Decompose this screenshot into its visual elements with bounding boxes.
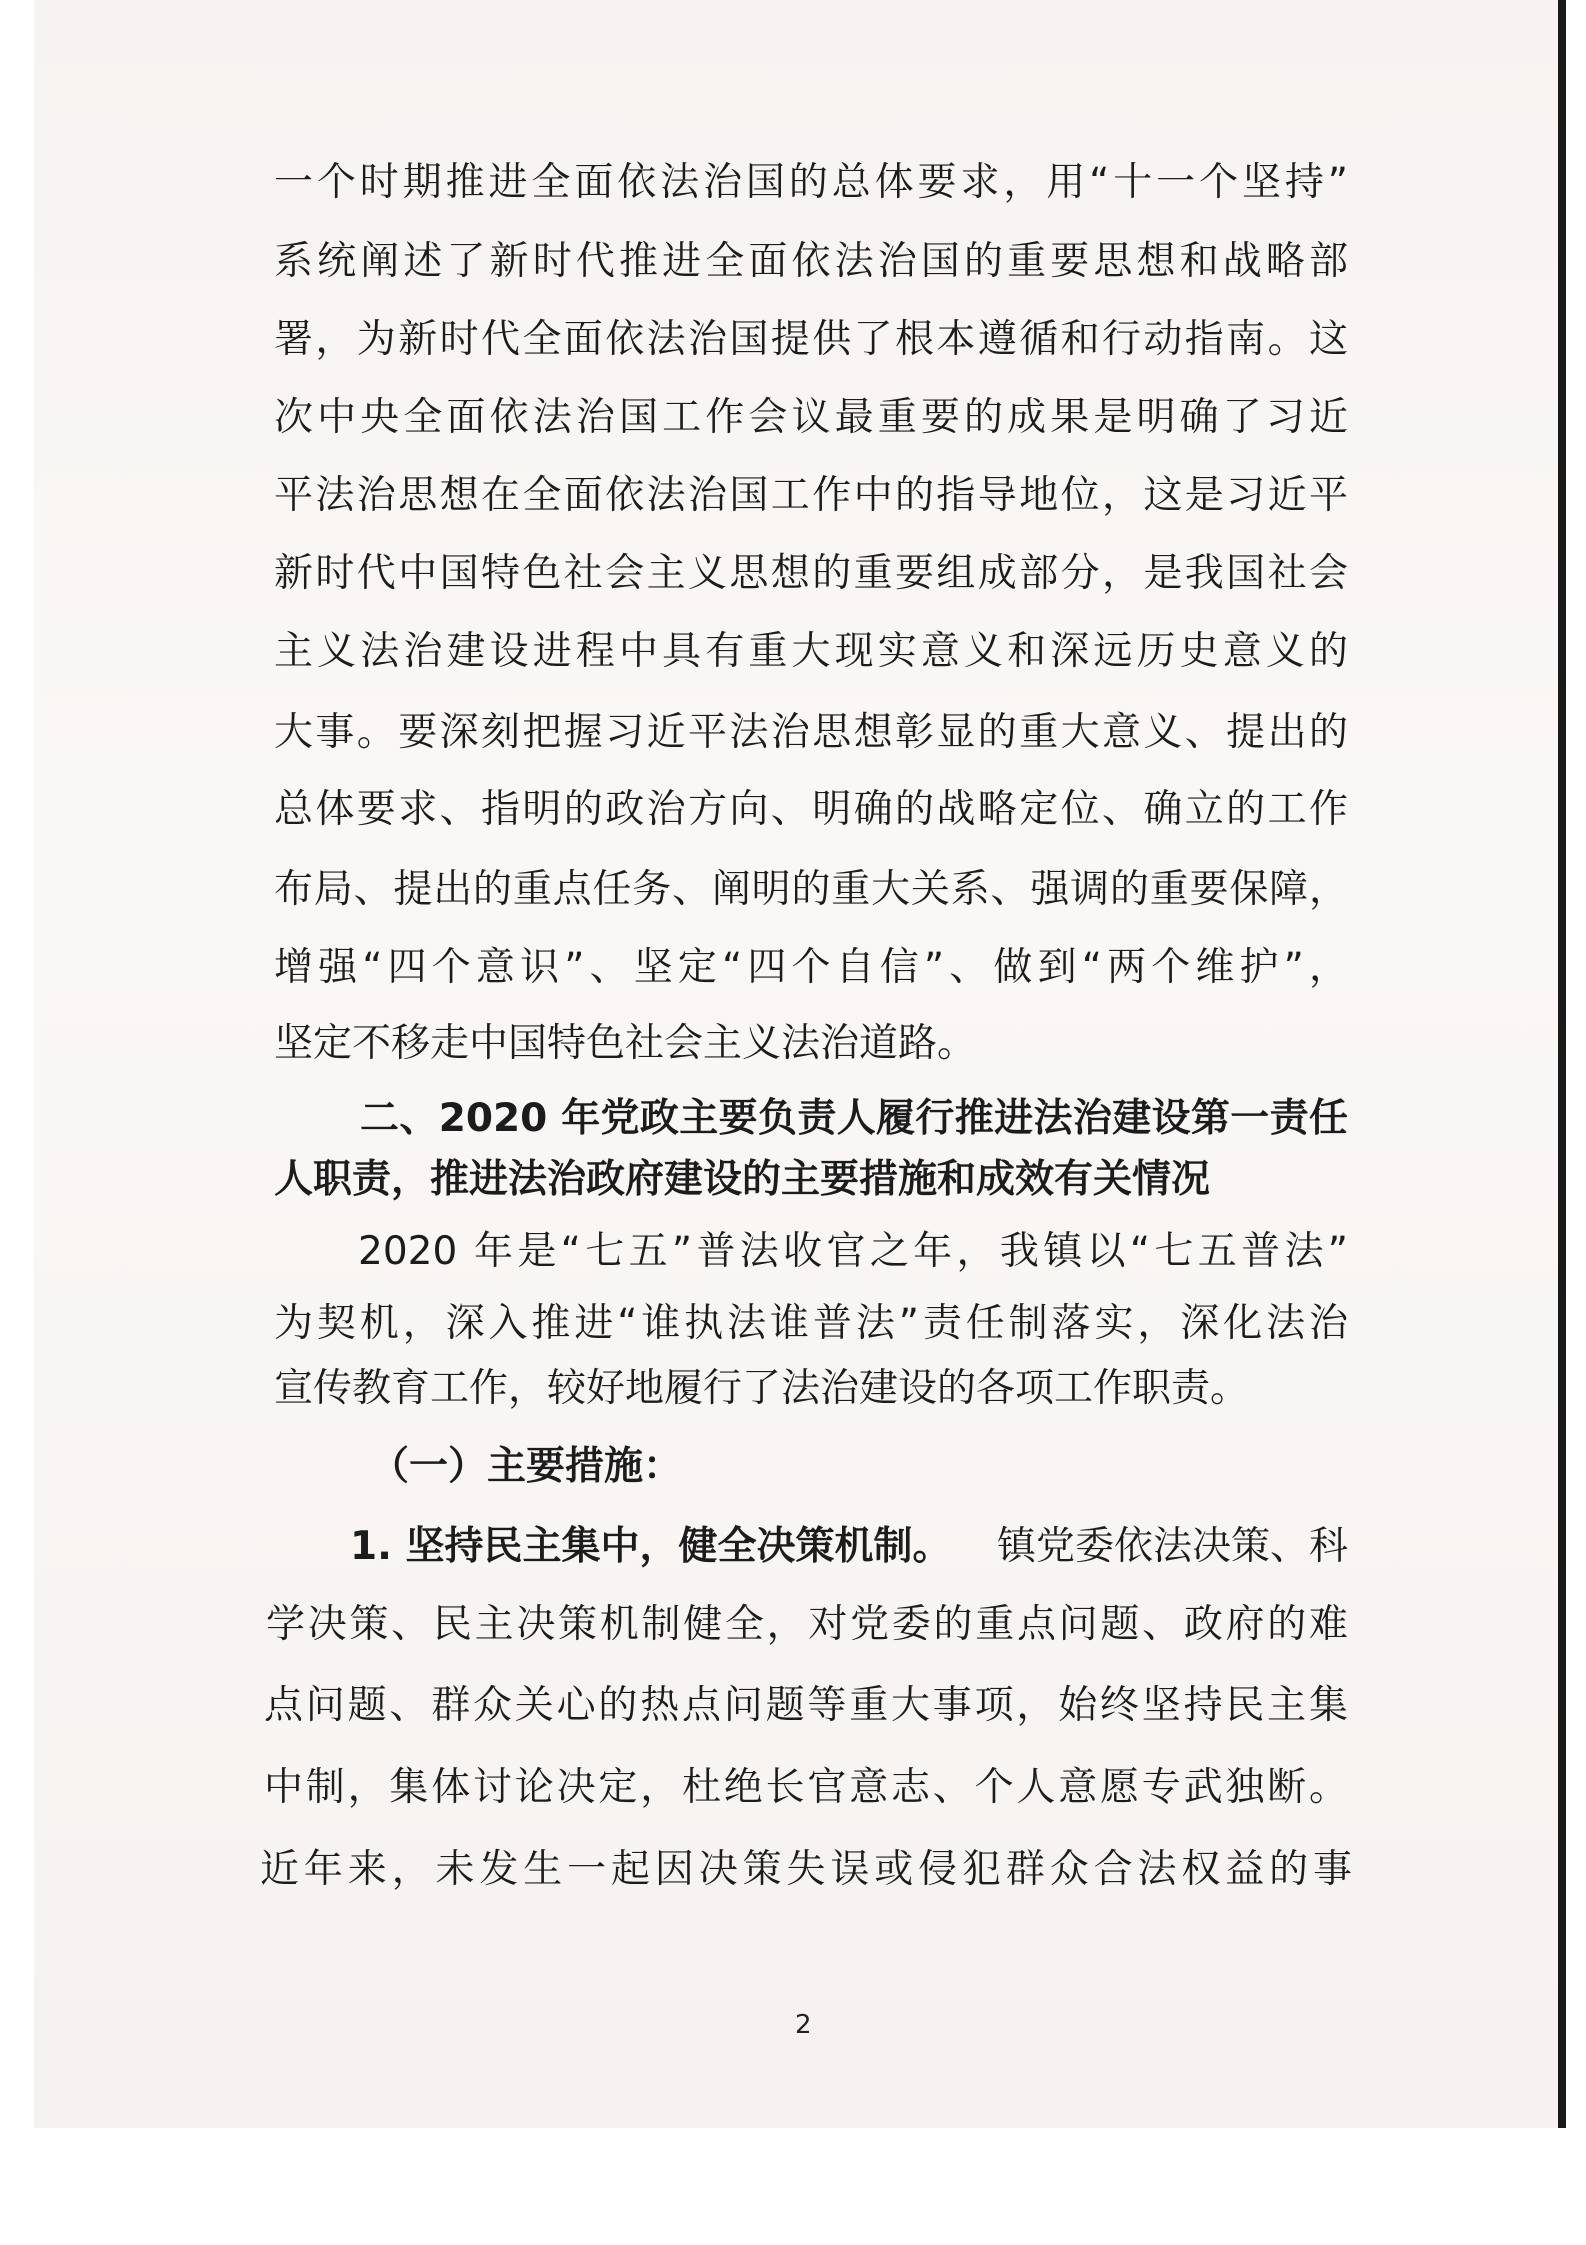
text-line: 镇党委依法决策、科	[996, 1524, 1348, 1569]
text-line: 增强“四个意识”、坚定“四个自信”、做到“两个维护”，	[274, 945, 1348, 990]
text-line: 点问题、群众关心的热点问题等重大事项，始终坚持民主集	[264, 1683, 1348, 1728]
text-line: 次中央全面依法治国工作会议最重要的成果是明确了习近	[274, 395, 1348, 440]
subheading: （一）主要措施：	[370, 1444, 683, 1489]
text-line: 主义法治建设进程中具有重大现实意义和深远历史意义的	[274, 629, 1348, 674]
text-line: 一个时期推进全面依法治国的总体要求，用“十一个坚持”	[274, 160, 1348, 205]
section-heading-line: 人职责，推进法治政府建设的主要措施和成效有关情况	[274, 1157, 1211, 1202]
text-line: 近年来，未发生一起因决策失误或侵犯群众合法权益的事	[260, 1847, 1352, 1892]
text-line: 2020 年是“七五”普法收官之年，我镇以“七五普法”	[358, 1229, 1348, 1274]
text-line: 中制，集体讨论决定，杜绝长官意志、个人意愿专武独断。	[264, 1765, 1348, 1810]
scan-edge	[1558, 0, 1566, 2128]
text-line: 平法治思想在全面依法治国工作中的指导地位，这是习近平	[274, 473, 1348, 518]
text-line: 为契机，深入推进“谁执法谁普法”责任制落实，深化法治	[274, 1301, 1348, 1346]
text-line: 署，为新时代全面依法治国提供了根本遵循和行动指南。这	[274, 317, 1348, 362]
page-number: 2	[795, 2010, 812, 2040]
section-heading-line: 二、2020 年党政主要负责人履行推进法治建设第一责任	[360, 1096, 1348, 1141]
text-line: 总体要求、指明的政治方向、明确的战略定位、确立的工作	[274, 787, 1348, 832]
text-line: 宣传教育工作，较好地履行了法治建设的各项工作职责。	[274, 1366, 1250, 1411]
text-line: 大事。要深刻把握习近平法治思想彰显的重大意义、提出的	[274, 710, 1348, 755]
text-line: 系统阐述了新时代推进全面依法治国的重要思想和战略部	[274, 239, 1348, 284]
text-line: 学决策、民主决策机制健全，对党委的重点问题、政府的难	[266, 1602, 1348, 1647]
item-1-title: 1. 坚持民主集中，健全决策机制。	[350, 1524, 952, 1569]
text-line: 新时代中国特色社会主义思想的重要组成部分，是我国社会	[274, 551, 1348, 596]
text-line: 坚定不移走中国特色社会主义法治道路。	[274, 1021, 977, 1066]
text-line: 布局、提出的重点任务、阐明的重大关系、强调的重要保障，	[274, 867, 1348, 912]
